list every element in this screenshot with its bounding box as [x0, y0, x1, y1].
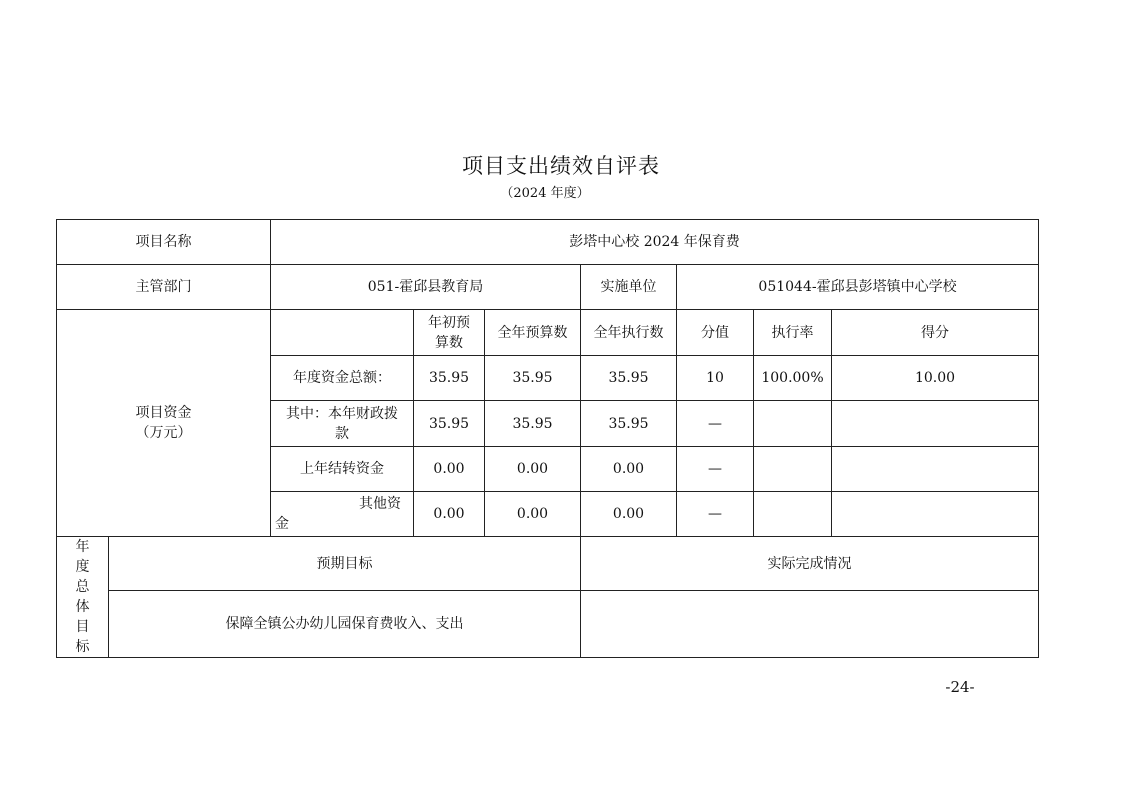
unit-label: 实施单位 [581, 265, 677, 310]
funds-header-row [57, 310, 1039, 356]
project-name-label: 项目名称 [57, 220, 271, 265]
cell-annual-budget: 0.00 [485, 492, 581, 537]
year-note: （2024 年度） [500, 186, 590, 201]
performance-table [56, 219, 1039, 658]
cell-annual-budget: 35.95 [485, 401, 581, 447]
cell-exec-rate: 100.00% [754, 356, 832, 401]
document-title: 项目支出绩效自评表 [462, 154, 660, 178]
expected-goal-label: 预期目标 [109, 537, 581, 591]
header-score-value: 分值 [677, 310, 754, 356]
header-annual-exec: 全年执行数 [581, 310, 677, 356]
header-initial-budget-line1: 年初预 [428, 314, 470, 331]
cell-exec-rate [754, 447, 832, 492]
dept-label: 主管部门 [57, 265, 271, 310]
page-number: -24- [945, 678, 975, 696]
cell-annual-exec: 0.00 [581, 492, 677, 537]
header-initial-budget-line2: 算数 [435, 334, 463, 351]
cell-annual-exec: 0.00 [581, 447, 677, 492]
header-blank [271, 310, 414, 356]
cell-score-value: — [677, 447, 754, 492]
cell-annual-budget: 35.95 [485, 356, 581, 401]
cell-initial-budget: 0.00 [414, 447, 485, 492]
header-score: 得分 [832, 310, 1039, 356]
cell-score [832, 401, 1039, 447]
header-exec-rate: 执行率 [754, 310, 832, 356]
row-label: 上年结转资金 [271, 447, 414, 492]
header-annual-budget: 全年预算数 [485, 310, 581, 356]
cell-score-value: — [677, 492, 754, 537]
cell-exec-rate [754, 492, 832, 537]
project-name-row [57, 220, 1039, 265]
actual-completion-label: 实际完成情况 [581, 537, 1039, 591]
funds-label-line1: 项目资金 [135, 405, 192, 421]
cell-initial-budget: 35.95 [414, 401, 485, 447]
unit-value: 051044-霍邱县彭塔镇中心学校 [677, 265, 1039, 310]
cell-score [832, 492, 1039, 537]
funds-label-line2: （万元） [135, 425, 192, 441]
header-initial-budget [414, 310, 485, 356]
project-name-value: 彭塔中心校 2024 年保育费 [271, 220, 1039, 265]
cell-score: 10.00 [832, 356, 1039, 401]
actual-completion-text [581, 591, 1039, 658]
funds-label [57, 310, 271, 537]
cell-score-value: — [677, 401, 754, 447]
goal-header-row [57, 537, 1039, 591]
goal-content-row [57, 591, 1039, 658]
expected-goal-text: 保障全镇公办幼儿园保育费收入、支出 [109, 591, 581, 658]
row-label: 其他资 金 [271, 492, 414, 537]
cell-score [832, 447, 1039, 492]
cell-initial-budget: 35.95 [414, 356, 485, 401]
cell-score-value: 10 [677, 356, 754, 401]
row-label: 年度资金总额： [271, 356, 414, 401]
row-label: 其中：本年财政拨 款 [271, 401, 414, 447]
cell-exec-rate [754, 401, 832, 447]
dept-row [57, 265, 1039, 310]
annual-goal-label: 年 度 总 体 目 标 [57, 537, 109, 658]
dept-value: 051-霍邱县教育局 [271, 265, 581, 310]
cell-annual-exec: 35.95 [581, 356, 677, 401]
cell-annual-budget: 0.00 [485, 447, 581, 492]
cell-initial-budget: 0.00 [414, 492, 485, 537]
cell-annual-exec: 35.95 [581, 401, 677, 447]
